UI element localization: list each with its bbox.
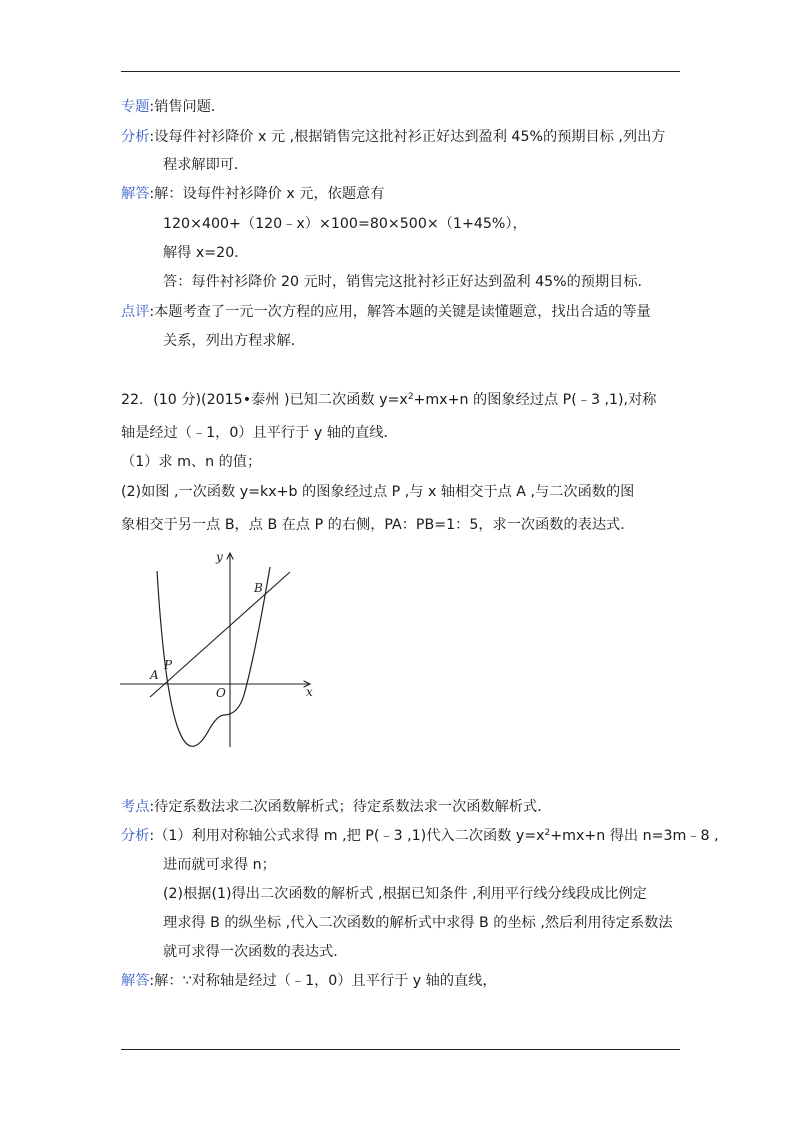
analysis2-text-3: (2)根据(1)得出二次函数的解析式 ,根据已知条件 ,利用平行线分线段成比例定 xyxy=(163,886,647,902)
analysis2-line-1 xyxy=(121,826,719,846)
q22-line-2 xyxy=(121,423,398,443)
answer-tag: 解答 xyxy=(121,186,150,202)
analysis2-text-1a: :（1）利用对称轴公式求得 m ,把 P(﹣3 ,1)代入二次函数 y=x xyxy=(149,828,545,844)
analysis2-text-1b: +mx+n 得出 n=3m﹣8 , xyxy=(550,828,719,844)
topic-text: :销售问题． xyxy=(149,99,226,115)
analysis2-text-5: 就可求得一次函数的表达式． xyxy=(163,944,348,960)
topic-tag: 专题 xyxy=(121,99,150,115)
review-line-2 xyxy=(163,331,305,351)
q22-line-1 xyxy=(121,390,656,410)
analysis-tag: 分析 xyxy=(121,129,150,145)
q22-line-3 xyxy=(121,452,261,472)
answer2-line-1 xyxy=(121,971,497,991)
review-line-1 xyxy=(121,302,651,322)
kaodian-tag: 考点 xyxy=(121,799,150,815)
q22-text-1b: +mx+n 的图象经过点 P(﹣3 ,1),对称 xyxy=(413,392,657,408)
q22-part2-b: 象相交于另一点 B，点 B 在点 P 的右侧，PA：PB=1：5，求一次函数的表达式． xyxy=(121,517,635,533)
answer-equation: 120×400+（120﹣x）×100=80×500×（1+45%）， xyxy=(163,216,527,232)
q22-text-2: 轴是经过（﹣1，0）且平行于 y 轴的直线． xyxy=(121,425,398,441)
label-a: A xyxy=(150,668,159,682)
kaodian-line xyxy=(121,797,551,817)
parabola-figure xyxy=(110,545,330,755)
bottom-rule xyxy=(121,1049,680,1050)
analysis-text-2: 程求解即可． xyxy=(163,157,249,173)
label-y: y xyxy=(216,550,223,564)
q22-text-1a: 22．(10 分)(2015•泰州 )已知二次函数 y=x xyxy=(121,392,408,408)
label-p: P xyxy=(164,658,173,672)
answer-line-2 xyxy=(163,214,527,234)
label-b: B xyxy=(254,581,263,595)
analysis-line-2 xyxy=(163,155,248,175)
answer-line-4 xyxy=(163,272,652,292)
q22-part2-a: (2)如图 ,一次函数 y=kx+b 的图象经过点 P ,与 x 轴相交于点 A ,与二次函数的图 xyxy=(121,484,635,500)
kaodian-text: :待定系数法求二次函数解析式；待定系数法求一次函数解析式． xyxy=(149,799,552,815)
review-text-1: :本题考查了一元一次方程的应用，解答本题的关键是读懂题意，找出合适的等量 xyxy=(149,304,651,320)
answer-line-1 xyxy=(121,184,384,204)
answer-line-3 xyxy=(163,243,248,263)
topic-line xyxy=(121,97,225,117)
linear-function-line xyxy=(150,572,290,697)
analysis2-line-2 xyxy=(163,855,276,875)
analysis2-line-5 xyxy=(163,942,347,962)
analysis-line-1 xyxy=(121,127,665,147)
review-tag: 点评 xyxy=(121,304,150,320)
label-o: O xyxy=(216,686,226,700)
answer2-tag: 解答 xyxy=(121,973,150,989)
q22-line-5 xyxy=(121,515,634,535)
q22-line-4 xyxy=(121,482,634,502)
analysis2-text-2: 进而就可求得 n； xyxy=(163,857,276,873)
analysis2-text-4: 理求得 B 的纵坐标 ,代入二次函数的解析式中求得 B 的坐标 ,然后利用待定系数法 xyxy=(163,915,673,931)
q22-superscript: 2 xyxy=(407,392,414,402)
label-x: x xyxy=(306,685,313,699)
top-rule xyxy=(121,71,680,72)
analysis2-superscript: 2 xyxy=(544,828,551,838)
analysis-text-1: :设每件衬衫降价 x 元 ,根据销售完这批衬衫正好达到盈利 45%的预期目标 ,列出方 xyxy=(149,129,666,145)
answer-solution: 解得 x=20． xyxy=(163,245,249,261)
answer2-text-1: :解：∵对称轴是经过（﹣1，0）且平行于 y 轴的直线， xyxy=(149,973,497,989)
analysis2-tag: 分析 xyxy=(121,828,150,844)
q22-part1: （1）求 m、n 的值； xyxy=(121,454,262,470)
analysis2-line-3 xyxy=(163,884,647,904)
review-text-2: 关系，列出方程求解． xyxy=(163,333,305,349)
answer-conclusion: 答：每件衬衫降价 20 元时，销售完这批衬衫正好达到盈利 45%的预期目标． xyxy=(163,274,652,290)
answer-text-1: :解：设每件衬衫降价 x 元，依题意有 xyxy=(149,186,385,202)
analysis2-line-4 xyxy=(163,913,673,933)
